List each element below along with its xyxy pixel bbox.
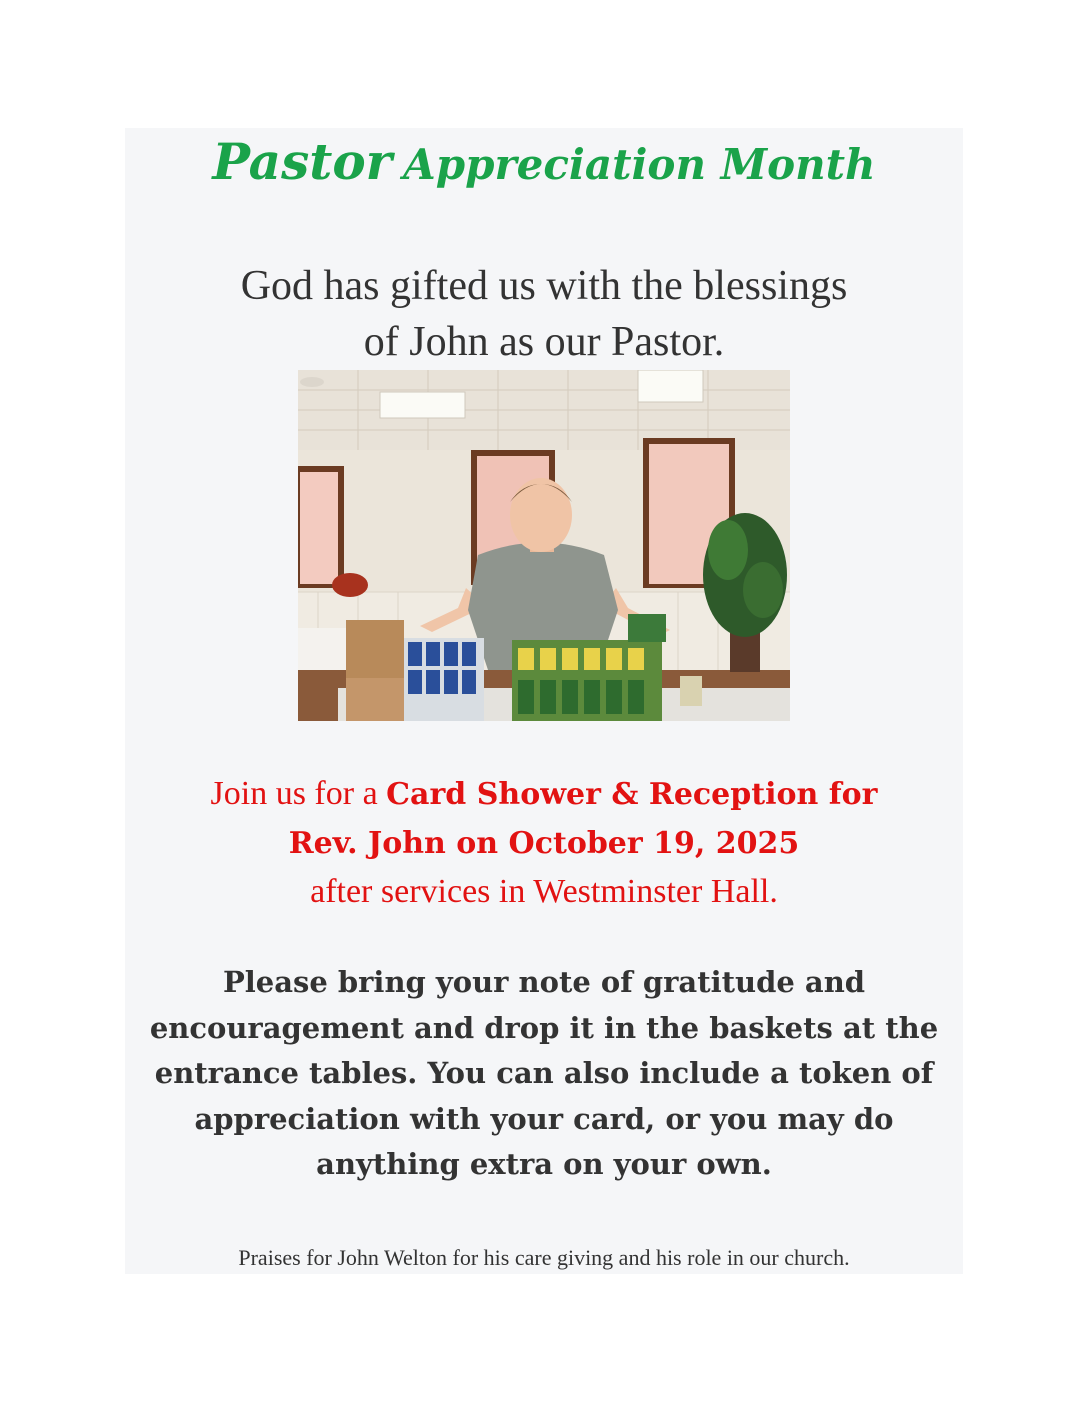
subtitle-line-2: of John as our Pastor. — [363, 319, 725, 365]
instructions — [125, 960, 963, 1188]
invitation-date: Rev. John on October 19, 2025 — [288, 826, 800, 861]
instructions-line-4: appreciation with your card, or you may do — [194, 1101, 894, 1136]
title-word-pastor: Pastor — [212, 132, 393, 191]
instructions-line-3: entrance tables. You can also include a token of — [154, 1056, 934, 1090]
invitation — [125, 770, 963, 916]
praise-note: Praises for John Welton for his care giving and his role in our church. — [238, 1245, 850, 1270]
page-title — [0, 132, 1088, 198]
pastor-photo — [298, 370, 790, 721]
pastor-photo-illustration — [298, 370, 790, 721]
invitation-line-2 — [125, 819, 963, 868]
instructions-line-5: anything extra on your own. — [316, 1147, 772, 1181]
title-appreciation-month: Appreciation Month — [403, 140, 876, 189]
instructions-line-2: encouragement and drop it in the baskets at the — [149, 1010, 939, 1045]
invitation-lead: Join us for a — [210, 775, 387, 812]
subtitle-line-1: God has gifted us with the blessings — [240, 263, 848, 309]
invitation-event: Card Shower & Reception for — [386, 777, 878, 812]
invitation-line-1 — [125, 770, 963, 819]
invitation-location: after services in Westminster Hall. — [310, 873, 778, 910]
instructions-line-1: Please bring your note of gratitude and — [222, 965, 866, 999]
subtitle — [125, 258, 963, 370]
